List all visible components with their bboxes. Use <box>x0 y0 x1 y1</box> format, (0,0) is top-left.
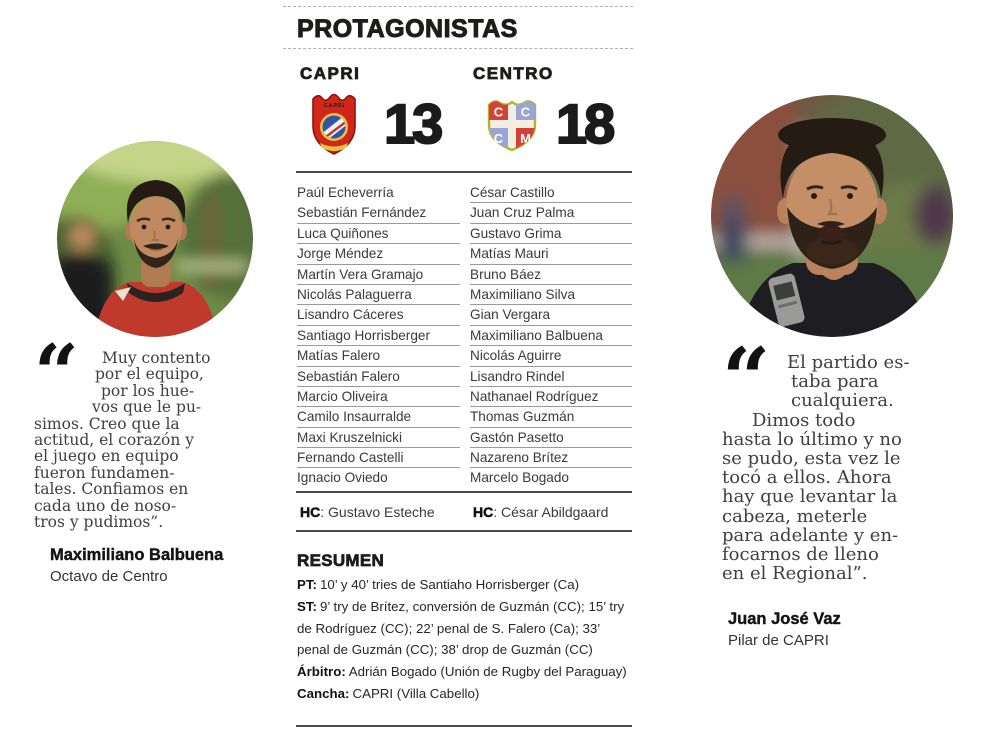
player-name: Lisandro Rindel <box>470 367 632 387</box>
quote-line: fueron fundamen- <box>34 463 175 482</box>
photo-left-illustration <box>57 141 253 337</box>
player-name: Maxi Kruszelnicki <box>297 428 460 448</box>
svg-text:C: C <box>493 104 504 120</box>
quote-author-role: Octavo de Centro <box>50 568 168 585</box>
quote-line: actitud, el corazón y <box>34 431 194 450</box>
capri-crest-logo <box>311 92 357 161</box>
player-name: Nathanael Rodríguez <box>470 387 632 407</box>
coach-name: César Abildgaard <box>501 504 609 520</box>
quote-line: cabeza, meterle <box>722 505 868 527</box>
coach-label: HC <box>473 504 494 520</box>
player-name: Luca Quiñones <box>297 224 460 244</box>
player-name: Fernando Castelli <box>297 448 460 468</box>
page-title: PROTAGONISTAS <box>297 15 518 43</box>
summary-item-text: 9’ try de Brítez, conversión de Guzmán (CC); 15’ try de Rodríguez (CC); 22’ penal de S. Falero (Ca); 33’ penal de Guzmán (CC); 38’ drop de Guzmán (CC) <box>297 598 625 658</box>
lineup-home <box>297 183 460 489</box>
away-coach <box>473 504 608 520</box>
quote-line: taba para <box>791 371 879 393</box>
player-name: Bruno Báez <box>470 265 632 285</box>
player-name: Martín Vera Gramajo <box>297 265 460 285</box>
player-name: Marcelo Bogado <box>470 470 569 486</box>
summary-item-label: Árbitro: <box>297 664 346 680</box>
player-name: Marcio Oliveira <box>297 387 460 407</box>
match-summary <box>297 574 632 705</box>
summary-item-text: CAPRI (Villa Cabello) <box>352 685 480 701</box>
svg-text:C: C <box>493 131 504 146</box>
quote-line: por el equipo, <box>95 365 204 384</box>
summary-item-text: Adrián Bogado (Unión de Rugby del Paraguay) <box>348 664 627 680</box>
summary-item-text: 10’ y 40’ tries de Santiaho Horrisberger (Ca) <box>319 577 580 592</box>
coach-sep: : <box>493 504 502 520</box>
quote-line: tales. Confiamos en <box>34 480 189 499</box>
photo-maximiliano-balbuena <box>57 141 253 337</box>
player-name: Matías Mauri <box>470 244 632 264</box>
player-name: Thomas Guzmán <box>470 407 632 427</box>
player-name: Santiago Horrisberger <box>297 326 460 346</box>
lineup-away <box>470 183 632 489</box>
centro-crest-icon <box>486 97 538 151</box>
divider-coaches <box>296 530 632 532</box>
summary-item <box>297 574 632 596</box>
summary-item <box>297 661 632 683</box>
player-name: Paúl Echeverría <box>297 185 394 200</box>
quote-author-role: Pilar de CAPRI <box>728 632 829 649</box>
quote-line: para adelante y en- <box>722 524 899 546</box>
open-quote-icon: “ <box>34 328 79 419</box>
player-name: Matías Falero <box>297 346 460 366</box>
home-coach <box>300 504 435 520</box>
player-name: Sebastián Falero <box>297 367 460 387</box>
coach-label: HC <box>300 504 321 520</box>
quote-line: en el Regional”. <box>722 563 868 585</box>
player-name: Jorge Méndez <box>297 244 460 264</box>
attribution-right <box>728 610 841 649</box>
summary-item-label: ST: <box>297 598 317 614</box>
player-name: Gian Vergara <box>470 305 632 325</box>
player-name: Ignacio Oviedo <box>297 470 388 486</box>
summary-item <box>297 596 632 661</box>
summary-item-label: PT: <box>297 577 317 592</box>
summary-item-label: Cancha: <box>297 685 350 701</box>
quote-author: Juan José Vaz <box>728 610 841 628</box>
player-name: Sebastián Fernández <box>297 203 460 223</box>
player-name: Nicolás Palaguerra <box>297 285 460 305</box>
away-score: 18 <box>556 92 613 155</box>
home-team-name: CAPRI <box>300 64 361 83</box>
photo-right-illustration <box>711 95 953 337</box>
centro-crest-logo <box>486 97 538 156</box>
svg-text:M: M <box>520 131 531 146</box>
quote-author: Maximiliano Balbuena <box>50 546 224 564</box>
quote-right <box>722 329 984 585</box>
quote-line: vos que le pu- <box>92 398 202 417</box>
divider-players <box>296 491 632 493</box>
home-score: 13 <box>384 92 441 155</box>
svg-text:C.A.P.R.I: C.A.P.R.I <box>323 103 345 109</box>
photo-juan-jose-vaz <box>711 95 953 337</box>
attribution-left <box>50 546 223 585</box>
coach-sep: : <box>320 504 329 520</box>
player-name: Maximiliano Silva <box>470 285 632 305</box>
quote-line: se pudo, esta vez le <box>722 448 901 470</box>
quote-line: focarnos de lleno <box>722 544 879 566</box>
svg-text:C: C <box>520 104 531 120</box>
player-name: Nazareno Brítez <box>470 448 632 468</box>
player-name: Lisandro Cáceres <box>297 305 460 325</box>
divider-scoreboard <box>296 171 632 173</box>
quote-line: el juego en equipo <box>34 447 179 466</box>
coach-name: Gustavo Esteche <box>328 504 435 520</box>
summary-item <box>297 683 632 705</box>
player-name: Nicolás Aguirre <box>470 346 632 366</box>
player-name: César Castillo <box>470 183 632 203</box>
quote-line: tros y pudimos”. <box>34 513 164 532</box>
player-name: Gastón Pasetto <box>470 428 632 448</box>
divider-dashed-bottom <box>283 48 633 49</box>
quote-line: cada uno de noso- <box>34 496 177 515</box>
quote-line: tocó a ellos. Ahora <box>722 467 892 489</box>
quote-line: Muy contento <box>102 349 211 367</box>
summary-title: RESUMEN <box>297 551 385 570</box>
open-quote-icon: “ <box>722 329 771 428</box>
player-name: Camilo Insaurralde <box>297 407 460 427</box>
capri-crest-icon <box>311 92 357 156</box>
divider-dashed-top <box>283 6 633 7</box>
quote-line: por los hue- <box>101 381 195 400</box>
quote-line: hasta lo último y no <box>722 428 902 450</box>
quote-line: El partido es- <box>787 352 910 373</box>
player-name: Juan Cruz Palma <box>470 203 632 223</box>
player-name: Gustavo Grima <box>470 224 632 244</box>
quote-line: Dimos todo <box>752 409 856 431</box>
quote-left <box>34 328 270 532</box>
away-team-name: CENTRO <box>473 64 554 83</box>
quote-line: cualquiera. <box>791 390 894 412</box>
quote-line: hay que levantar la <box>722 486 898 508</box>
player-name: Maximiliano Balbuena <box>470 326 632 346</box>
quote-line: simos. Creo que la <box>34 414 180 433</box>
divider-bottom <box>296 725 632 727</box>
